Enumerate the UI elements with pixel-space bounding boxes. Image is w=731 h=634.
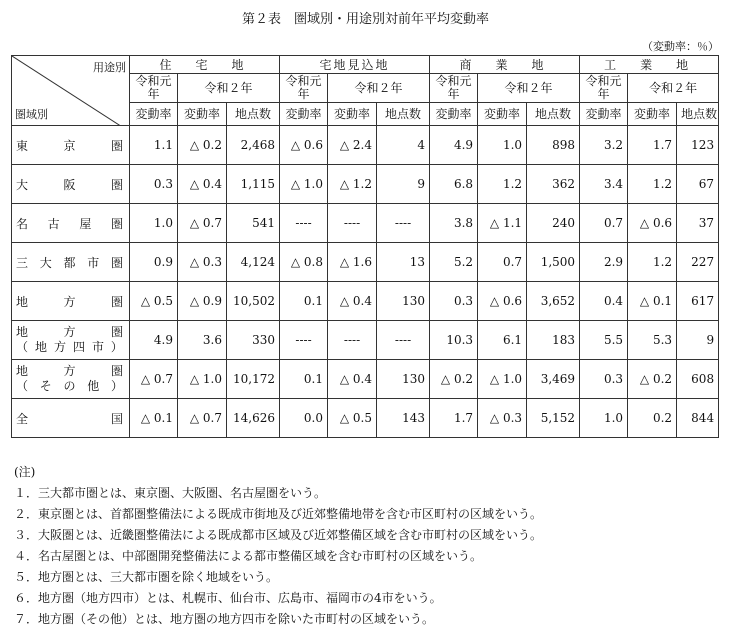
region-char: ） [110, 379, 123, 393]
value-cell: 10,172 [227, 360, 280, 399]
value-cell: 3.6 [178, 321, 227, 360]
region-label [12, 282, 130, 321]
rate-header: 変動率 [130, 103, 178, 126]
value-cell: △ 0.7 [130, 360, 178, 399]
value-cell: △ 0.1 [130, 399, 178, 438]
value-cell: 1,115 [227, 165, 280, 204]
reiwa2-header: 令和２年 [478, 74, 580, 103]
rate-header: 変動率 [580, 103, 628, 126]
value-cell: 362 [527, 165, 580, 204]
region-char: 地 [16, 325, 29, 339]
table-row [12, 243, 719, 282]
value-cell: △ 0.6 [628, 204, 677, 243]
value-cell: 4.9 [430, 126, 478, 165]
value-cell: 2.9 [580, 243, 628, 282]
corner-top-label: 用途別 [93, 61, 126, 74]
region-char: 全 [16, 411, 29, 426]
value-cell: 330 [227, 321, 280, 360]
rate-header: 変動率 [430, 103, 478, 126]
value-cell: 0.9 [130, 243, 178, 282]
value-cell: △ 0.5 [328, 399, 377, 438]
corner-bottom-label: 圏域別 [15, 108, 48, 121]
value-cell: 14,626 [227, 399, 280, 438]
region-label [12, 204, 130, 243]
value-cell: △ 0.4 [328, 360, 377, 399]
reiwa1-header: 令和元年 [430, 74, 478, 103]
value-cell: △ 0.2 [178, 126, 227, 165]
reiwa1-header: 令和元年 [130, 74, 178, 103]
region-char: 京 [63, 138, 76, 153]
region-char: （ [16, 379, 29, 393]
region-char: 方 [63, 325, 76, 339]
value-cell: 617 [677, 282, 719, 321]
note-line: ６．地方圏（地方四市）とは、札幌市、仙台市、広島市、福岡市の4市をいう。 [14, 591, 442, 605]
value-cell: △ 0.3 [178, 243, 227, 282]
value-cell: ---- [328, 204, 377, 243]
value-cell: 0.4 [580, 282, 628, 321]
table-row [12, 321, 719, 360]
value-cell: 844 [677, 399, 719, 438]
region-char: 圏 [110, 216, 123, 231]
value-cell: △ 0.7 [178, 204, 227, 243]
value-cell: 608 [677, 360, 719, 399]
region-char: ） [110, 340, 123, 354]
region-char: 地 [34, 340, 47, 354]
value-cell: 183 [527, 321, 580, 360]
value-cell: 6.8 [430, 165, 478, 204]
region-char: 大 [16, 177, 29, 192]
region-char: 国 [110, 411, 123, 426]
table-row [12, 126, 719, 165]
region-label [12, 399, 130, 438]
rate-header: 変動率 [478, 103, 527, 126]
value-cell: 1.1 [130, 126, 178, 165]
region-char: 圏 [110, 364, 123, 378]
region-label [12, 165, 130, 204]
note-line: ２．東京圏とは、首都圏整備法による既成市街地及び近郊整備地帯を含む市区町村の区域をいう。 [14, 507, 543, 521]
note-line: (注) [14, 465, 36, 479]
value-cell: 0.7 [580, 204, 628, 243]
value-cell: 9 [677, 321, 719, 360]
value-cell: 1.2 [628, 165, 677, 204]
table-title: 第２表 圏域別・用途別対前年平均変動率 [241, 12, 489, 27]
value-cell: 6.1 [478, 321, 527, 360]
value-cell: ---- [328, 321, 377, 360]
region-char: 圏 [110, 138, 123, 153]
value-cell: △ 0.1 [628, 282, 677, 321]
value-cell: 0.7 [478, 243, 527, 282]
rate-header: 変動率 [328, 103, 377, 126]
value-cell: △ 0.5 [130, 282, 178, 321]
region-char: 方 [53, 340, 66, 354]
region-char: 圏 [110, 325, 123, 339]
value-cell: 4,124 [227, 243, 280, 282]
rate-table [11, 55, 719, 438]
region-char: 三 [16, 255, 29, 270]
note-line: １．三大都市圏とは、東京圏、大阪圏、名古屋圏をいう。 [14, 486, 327, 500]
value-cell: 3,652 [527, 282, 580, 321]
value-cell: 0.3 [430, 282, 478, 321]
region-char: 阪 [63, 177, 76, 192]
notes [14, 462, 542, 630]
reiwa1-header: 令和元年 [280, 74, 328, 103]
value-cell: 123 [677, 126, 719, 165]
group-header: 工 業 地 [580, 56, 719, 74]
value-cell: ---- [280, 204, 328, 243]
value-cell: △ 2.4 [328, 126, 377, 165]
region-label [12, 321, 130, 360]
value-cell: 4.9 [130, 321, 178, 360]
value-cell: 10.3 [430, 321, 478, 360]
value-cell: 0.3 [130, 165, 178, 204]
rate-header: 変動率 [280, 103, 328, 126]
region-char: そ [39, 379, 52, 393]
value-cell: 130 [377, 360, 430, 399]
value-cell: 67 [677, 165, 719, 204]
value-cell: 1.2 [478, 165, 527, 204]
value-cell: 1.0 [130, 204, 178, 243]
value-cell: 1.0 [478, 126, 527, 165]
value-cell: △ 0.6 [280, 126, 328, 165]
value-cell: △ 0.8 [280, 243, 328, 282]
table-row [12, 282, 719, 321]
value-cell: 3.4 [580, 165, 628, 204]
region-char: 地 [16, 364, 29, 378]
group-header: 宅地見込地 [280, 56, 430, 74]
value-cell: 3.8 [430, 204, 478, 243]
value-cell: 898 [527, 126, 580, 165]
points-header: 地点数 [377, 103, 430, 126]
value-cell: △ 1.0 [478, 360, 527, 399]
value-cell: △ 0.3 [478, 399, 527, 438]
value-cell: 0.3 [580, 360, 628, 399]
note-line: ７．地方圏（その他）とは、地方圏の地方四市を除いた市町村の区域をいう。 [14, 612, 435, 626]
region-char: 都 [63, 255, 76, 270]
value-cell: 0.2 [628, 399, 677, 438]
region-char: 圏 [110, 294, 123, 309]
group-header: 商 業 地 [430, 56, 580, 74]
value-cell: △ 1.0 [178, 360, 227, 399]
region-char: 四 [72, 340, 85, 354]
value-cell: △ 1.0 [280, 165, 328, 204]
region-char: 地 [16, 294, 29, 309]
value-cell: 5,152 [527, 399, 580, 438]
value-cell: 5.3 [628, 321, 677, 360]
region-char: 方 [63, 294, 76, 309]
region-char: の [63, 379, 76, 393]
reiwa2-header: 令和２年 [178, 74, 280, 103]
value-cell: 5.5 [580, 321, 628, 360]
region-char: 市 [91, 340, 104, 354]
region-char: 名 [16, 216, 29, 231]
table-row [12, 165, 719, 204]
value-cell: 0.0 [280, 399, 328, 438]
points-header: 地点数 [527, 103, 580, 126]
value-cell: ---- [377, 204, 430, 243]
value-cell: △ 1.6 [328, 243, 377, 282]
value-cell: △ 0.4 [178, 165, 227, 204]
region-char: 圏 [110, 255, 123, 270]
region-char: 屋 [79, 216, 92, 231]
value-cell: 227 [677, 243, 719, 282]
value-cell: 3,469 [527, 360, 580, 399]
points-header: 地点数 [677, 103, 719, 126]
value-cell: ---- [377, 321, 430, 360]
points-header: 地点数 [227, 103, 280, 126]
reiwa2-header: 令和２年 [628, 74, 719, 103]
value-cell: 541 [227, 204, 280, 243]
region-label [12, 243, 130, 282]
value-cell: 1.0 [580, 399, 628, 438]
region-char: 古 [47, 216, 60, 231]
value-cell: 3.2 [580, 126, 628, 165]
group-header: 住 宅 地 [130, 56, 280, 74]
rate-header: 変動率 [628, 103, 677, 126]
value-cell: 240 [527, 204, 580, 243]
reiwa1-header: 令和元年 [580, 74, 628, 103]
note-line: ４．名古屋圏とは、中部圏開発整備法による都市整備区域を含む市町村の区域をいう。 [14, 549, 483, 563]
value-cell: △ 0.2 [628, 360, 677, 399]
value-cell: 1.2 [628, 243, 677, 282]
value-cell: 130 [377, 282, 430, 321]
table-row [12, 204, 719, 243]
value-cell: △ 0.6 [478, 282, 527, 321]
value-cell: 0.1 [280, 282, 328, 321]
value-cell: ---- [280, 321, 328, 360]
value-cell: 13 [377, 243, 430, 282]
corner-cell [12, 56, 130, 126]
region-char: 圏 [110, 177, 123, 192]
region-char: 市 [87, 255, 100, 270]
note-line: ５．地方圏とは、三大都市圏を除く地域をいう。 [14, 570, 279, 584]
region-char: 東 [16, 138, 29, 153]
region-label [12, 126, 130, 165]
region-label [12, 360, 130, 399]
value-cell: 143 [377, 399, 430, 438]
reiwa2-header: 令和２年 [328, 74, 430, 103]
region-char: 他 [87, 379, 100, 393]
table-row [12, 360, 719, 399]
value-cell: 1.7 [430, 399, 478, 438]
region-char: （ [16, 340, 29, 354]
rate-header: 変動率 [178, 103, 227, 126]
value-cell: △ 0.2 [430, 360, 478, 399]
unit-label: （変動率：％） [642, 40, 719, 53]
value-cell: 1.7 [628, 126, 677, 165]
value-cell: 1,500 [527, 243, 580, 282]
value-cell: 2,468 [227, 126, 280, 165]
value-cell: △ 0.9 [178, 282, 227, 321]
value-cell: △ 0.7 [178, 399, 227, 438]
table-row [12, 399, 719, 438]
region-char: 方 [63, 364, 76, 378]
value-cell: 4 [377, 126, 430, 165]
region-char: 大 [39, 255, 52, 270]
value-cell: △ 0.4 [328, 282, 377, 321]
value-cell: 0.1 [280, 360, 328, 399]
note-line: ３．大阪圏とは、近畿圏整備法による既成都市区域及び近郊整備区域を含む市町村の区域をいう。 [14, 528, 543, 542]
value-cell: 37 [677, 204, 719, 243]
value-cell: △ 1.2 [328, 165, 377, 204]
value-cell: 5.2 [430, 243, 478, 282]
value-cell: △ 1.1 [478, 204, 527, 243]
value-cell: 9 [377, 165, 430, 204]
value-cell: 10,502 [227, 282, 280, 321]
